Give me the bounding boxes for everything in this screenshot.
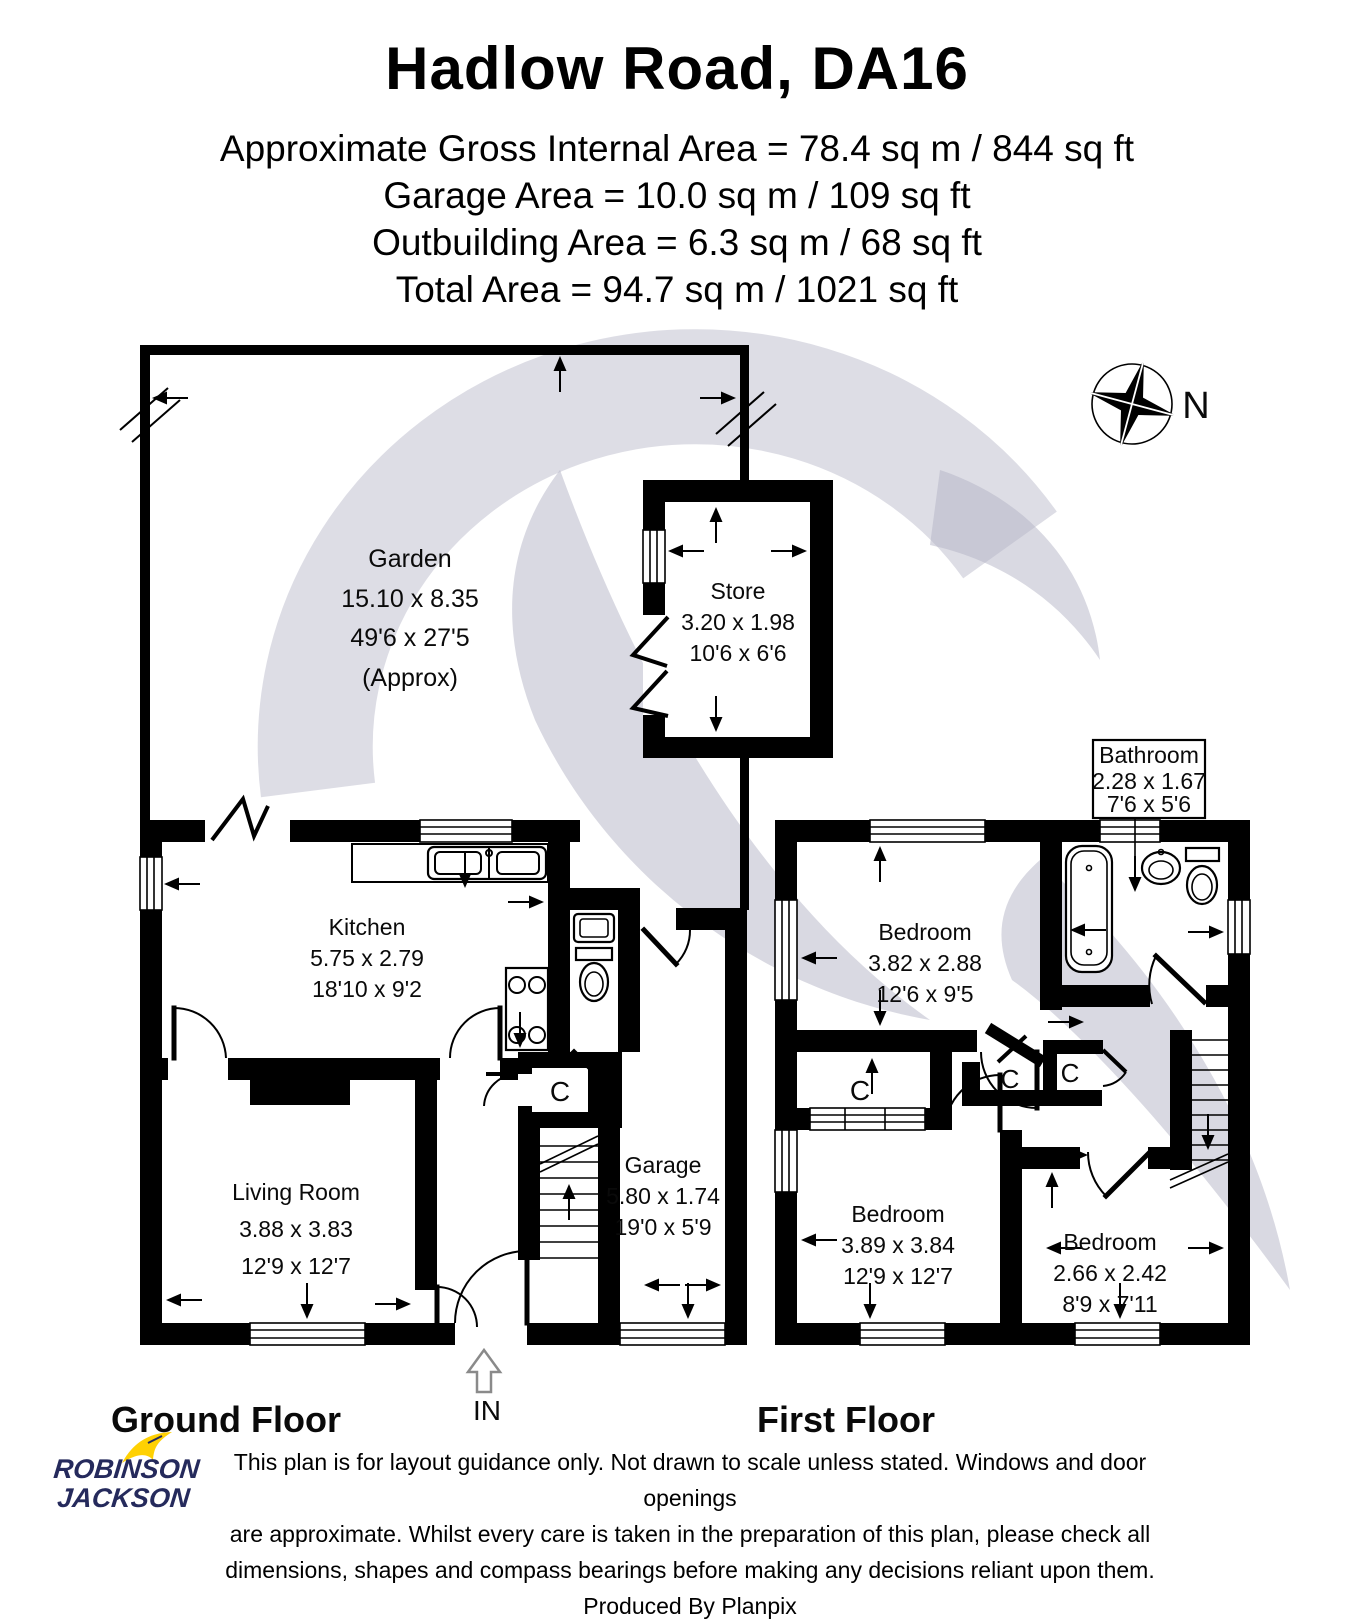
entrance-marker bbox=[468, 1350, 501, 1426]
bedroom2-bottom-window bbox=[860, 1323, 945, 1345]
garage-label: Garage bbox=[624, 1152, 702, 1178]
garage-area: Garage Area = 10.0 sq m / 109 sq ft bbox=[383, 175, 971, 216]
disclaimer bbox=[215, 1444, 1165, 1624]
bathroom-dims-imperial: 7'6 x 5'6 bbox=[1106, 791, 1192, 817]
wardrobe-front bbox=[810, 1108, 925, 1130]
garage-label-group bbox=[606, 1152, 720, 1240]
gf-closet-label: C bbox=[549, 1076, 571, 1107]
kitchen-living-door bbox=[174, 1008, 226, 1058]
garden-dims-imperial: 49'6 x 27'5 bbox=[350, 624, 470, 652]
kitchen-dims-imperial: 18'10 x 9'2 bbox=[312, 976, 422, 1002]
living-hall-door bbox=[415, 1287, 477, 1327]
bedroom2-dims-metric: 3.89 x 3.84 bbox=[841, 1232, 955, 1258]
total-area: Total Area = 94.7 sq m / 1021 sq ft bbox=[395, 269, 959, 310]
gross-internal-area: Approximate Gross Internal Area = 78.4 sq m / 844 sq ft bbox=[219, 128, 1135, 169]
produced-by: Produced By Planpix bbox=[583, 1593, 797, 1619]
disclaimer-line: This plan is for layout guidance only. Not drawn to scale unless stated. Windows and door openings bbox=[233, 1449, 1147, 1511]
bedroom1-left-window bbox=[775, 900, 797, 1000]
garden-dims-metric: 15.10 x 8.35 bbox=[341, 585, 479, 613]
bedroom1-dims-metric: 3.82 x 2.88 bbox=[868, 950, 982, 976]
living-room-dims-imperial: 12'9 x 12'7 bbox=[241, 1253, 351, 1279]
bathroom-right-window bbox=[1228, 900, 1250, 954]
living-room-dims-metric: 3.88 x 3.83 bbox=[239, 1216, 353, 1242]
gf-closet bbox=[484, 1068, 588, 1112]
kitchen-label-group bbox=[310, 914, 424, 1002]
first-floor-title: First Floor bbox=[757, 1399, 935, 1440]
outbuilding-area: Outbuilding Area = 6.3 sq m / 68 sq ft bbox=[372, 222, 982, 263]
store-label: Store bbox=[710, 578, 766, 604]
agency-logo bbox=[40, 1455, 210, 1513]
garden-label: Garden bbox=[368, 545, 452, 573]
bedroom2-left-window bbox=[775, 1130, 797, 1192]
bedroom3-bottom-window bbox=[1075, 1323, 1160, 1345]
living-room-window bbox=[250, 1323, 365, 1345]
bedroom2-label: Bedroom bbox=[851, 1201, 945, 1227]
ff-wardrobe-label: C bbox=[849, 1075, 871, 1106]
store-dims-metric: 3.20 x 1.98 bbox=[681, 609, 795, 635]
hob-icon bbox=[506, 968, 548, 1050]
wc-toilet-icon bbox=[576, 948, 612, 1001]
disclaimer-line: dimensions, shapes and compass bearings before making any decisions reliant upon them. bbox=[225, 1557, 1155, 1583]
kitchen-top-window bbox=[420, 820, 512, 842]
bedroom3-door bbox=[1088, 1152, 1150, 1196]
garage-side-door bbox=[644, 930, 690, 964]
entrance-label: IN bbox=[473, 1395, 501, 1426]
bedroom1-label: Bedroom bbox=[878, 919, 972, 945]
agency-name-line1: ROBINSON bbox=[52, 1454, 201, 1484]
bedroom3-label-group bbox=[1053, 1229, 1167, 1317]
ff-closet2-label: C bbox=[1060, 1058, 1080, 1088]
garden-approx-note: (Approx) bbox=[362, 664, 458, 692]
bathroom-toilet-icon bbox=[1186, 848, 1219, 904]
garage-dims-imperial: 19'0 x 5'9 bbox=[614, 1214, 712, 1240]
bathroom-sink-icon bbox=[1142, 850, 1180, 885]
ground-floor-walls bbox=[140, 820, 747, 1345]
living-room-label: Living Room bbox=[232, 1179, 360, 1205]
living-room-label-group bbox=[232, 1179, 360, 1279]
garage-door bbox=[620, 1323, 725, 1345]
garage-dims-metric: 5.80 x 1.74 bbox=[606, 1183, 720, 1209]
wc-sink-icon bbox=[574, 914, 614, 942]
disclaimer-line: are approximate. Whilst every care is taken in the preparation of this plan, please check all bbox=[229, 1521, 1151, 1547]
kitchen-label: Kitchen bbox=[328, 914, 406, 940]
store-window bbox=[643, 530, 665, 583]
page-title: Hadlow Road, DA16 bbox=[385, 35, 969, 102]
kitchen-counter-icon bbox=[352, 844, 548, 882]
bathroom-label: Bathroom bbox=[1099, 742, 1199, 768]
bedroom1-top-window bbox=[870, 820, 985, 842]
ff-closet1-label: C bbox=[1000, 1064, 1020, 1094]
bathroom-dims-metric: 2.28 x 1.67 bbox=[1092, 768, 1206, 794]
ground-floor-title: Ground Floor bbox=[111, 1399, 341, 1440]
compass-north-label: N bbox=[1182, 385, 1210, 427]
back-door-opening bbox=[212, 799, 268, 840]
bathroom-top-window bbox=[1100, 820, 1160, 842]
bedroom3-label: Bedroom bbox=[1063, 1229, 1157, 1255]
store-dims-imperial: 10'6 x 6'6 bbox=[689, 640, 787, 666]
agency-name bbox=[37, 1455, 213, 1513]
bedroom2-label-group bbox=[841, 1201, 955, 1289]
bedroom2-dims-imperial: 12'9 x 12'7 bbox=[843, 1263, 953, 1289]
compass-icon bbox=[1076, 348, 1210, 461]
bathtub-icon bbox=[1066, 846, 1112, 972]
kitchen-hall-door bbox=[450, 1008, 500, 1058]
bedroom3-dims-metric: 2.66 x 2.42 bbox=[1053, 1260, 1167, 1286]
kitchen-left-window bbox=[140, 857, 162, 910]
bedroom3-dims-imperial: 8'9 x 7'11 bbox=[1062, 1291, 1158, 1317]
bedroom1-label-group bbox=[868, 919, 982, 1007]
bedroom1-dims-imperial: 12'6 x 9'5 bbox=[876, 981, 974, 1007]
agency-name-line2: JACKSON bbox=[55, 1483, 192, 1513]
kitchen-dims-metric: 5.75 x 2.79 bbox=[310, 945, 424, 971]
entrance-arrow-icon bbox=[468, 1350, 500, 1392]
